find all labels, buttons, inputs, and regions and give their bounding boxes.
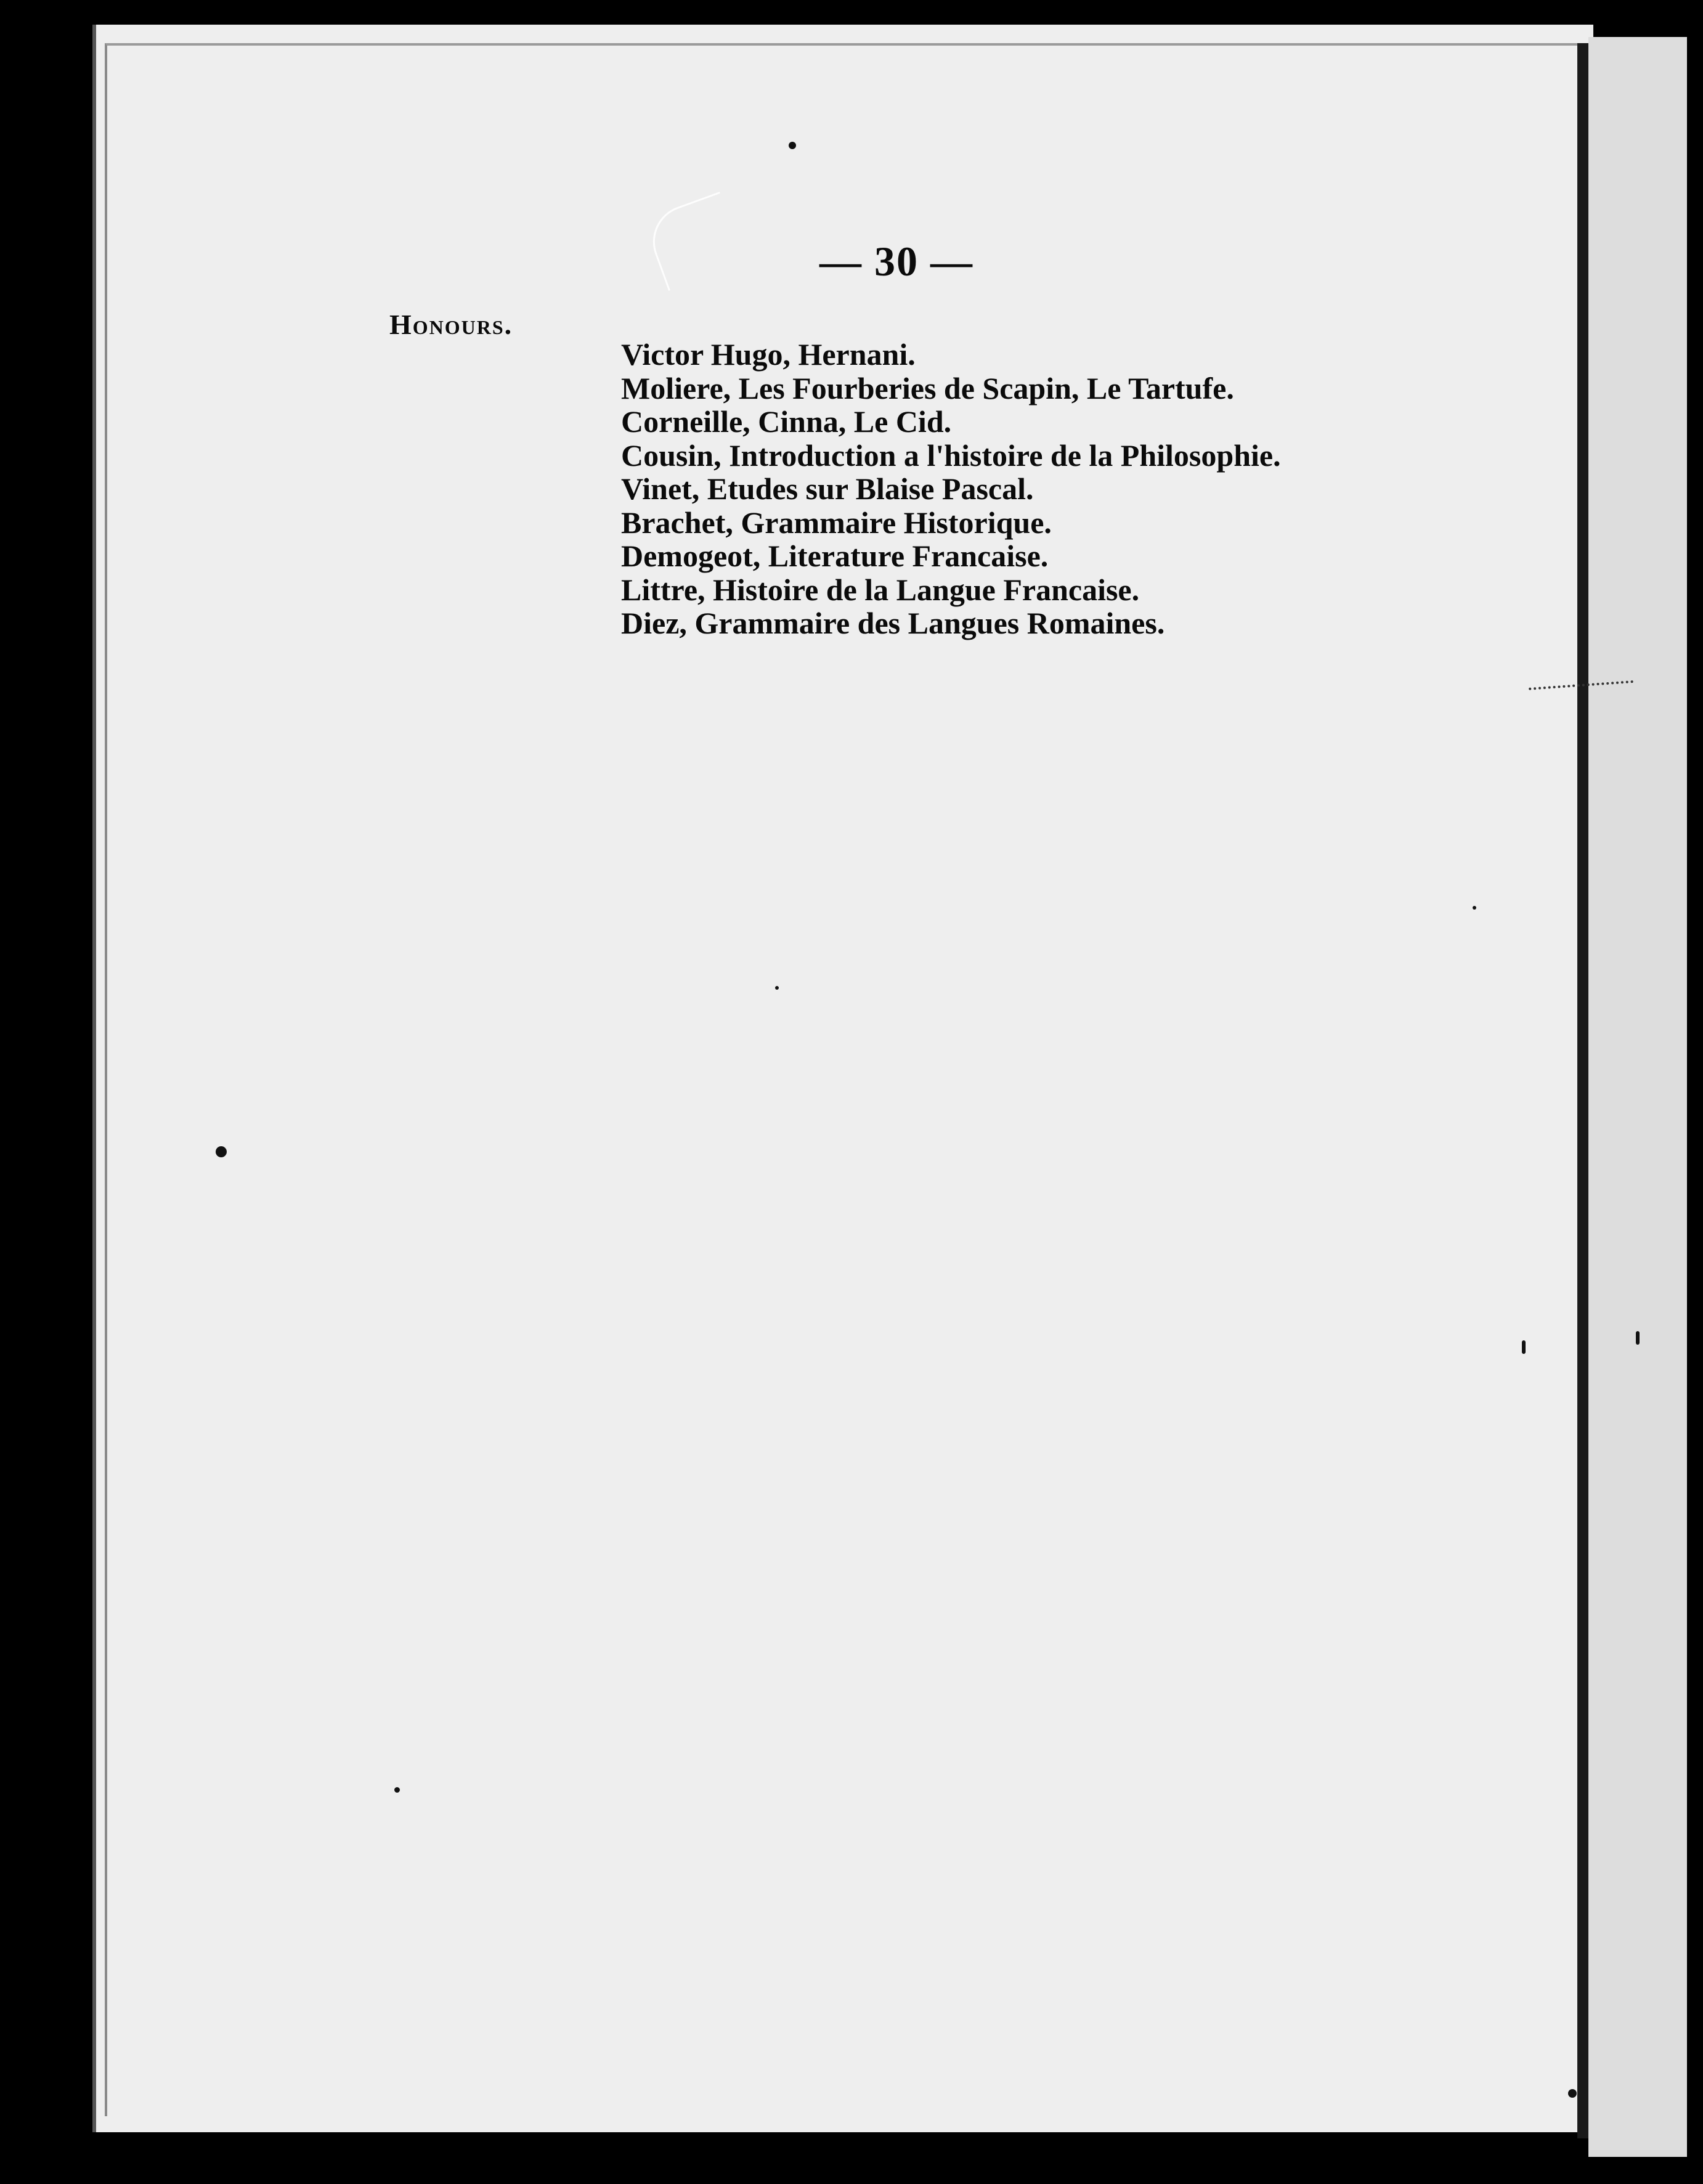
list-item: Littre, Histoire de la Langue Francaise. bbox=[621, 572, 1140, 607]
book-list bbox=[621, 338, 1281, 640]
list-item: Diez, Grammaire des Langues Romaines. bbox=[621, 606, 1165, 640]
ink-speck bbox=[789, 142, 796, 149]
list-item: Corneille, Cinna, Le Cid. bbox=[621, 404, 952, 439]
ink-speck bbox=[394, 1787, 400, 1793]
ink-speck bbox=[1568, 2089, 1577, 2098]
list-item: Demogeot, Literature Francaise. bbox=[621, 539, 1049, 573]
list-item: Moliere, Les Fourberies de Scapin, Le Tartufe. bbox=[621, 370, 1234, 405]
page-gutter bbox=[1577, 43, 1588, 2138]
ink-speck bbox=[775, 986, 779, 990]
ink-speck bbox=[1636, 1331, 1640, 1345]
list-item: Victor Hugo, Hernani. bbox=[621, 337, 916, 372]
list-item: Vinet, Etudes sur Blaise Pascal. bbox=[621, 471, 1034, 506]
section-heading: Honours. bbox=[389, 309, 513, 340]
ink-speck bbox=[1473, 906, 1476, 910]
ink-speck bbox=[1522, 1340, 1526, 1354]
list-item: Brachet, Grammaire Historique. bbox=[621, 505, 1052, 540]
list-item: Cousin, Introduction a l'histoire de la Philosophie. bbox=[621, 438, 1281, 473]
ink-speck bbox=[216, 1146, 227, 1157]
page-number: — 30 — bbox=[819, 238, 973, 285]
right-page-edge bbox=[1588, 37, 1687, 2157]
